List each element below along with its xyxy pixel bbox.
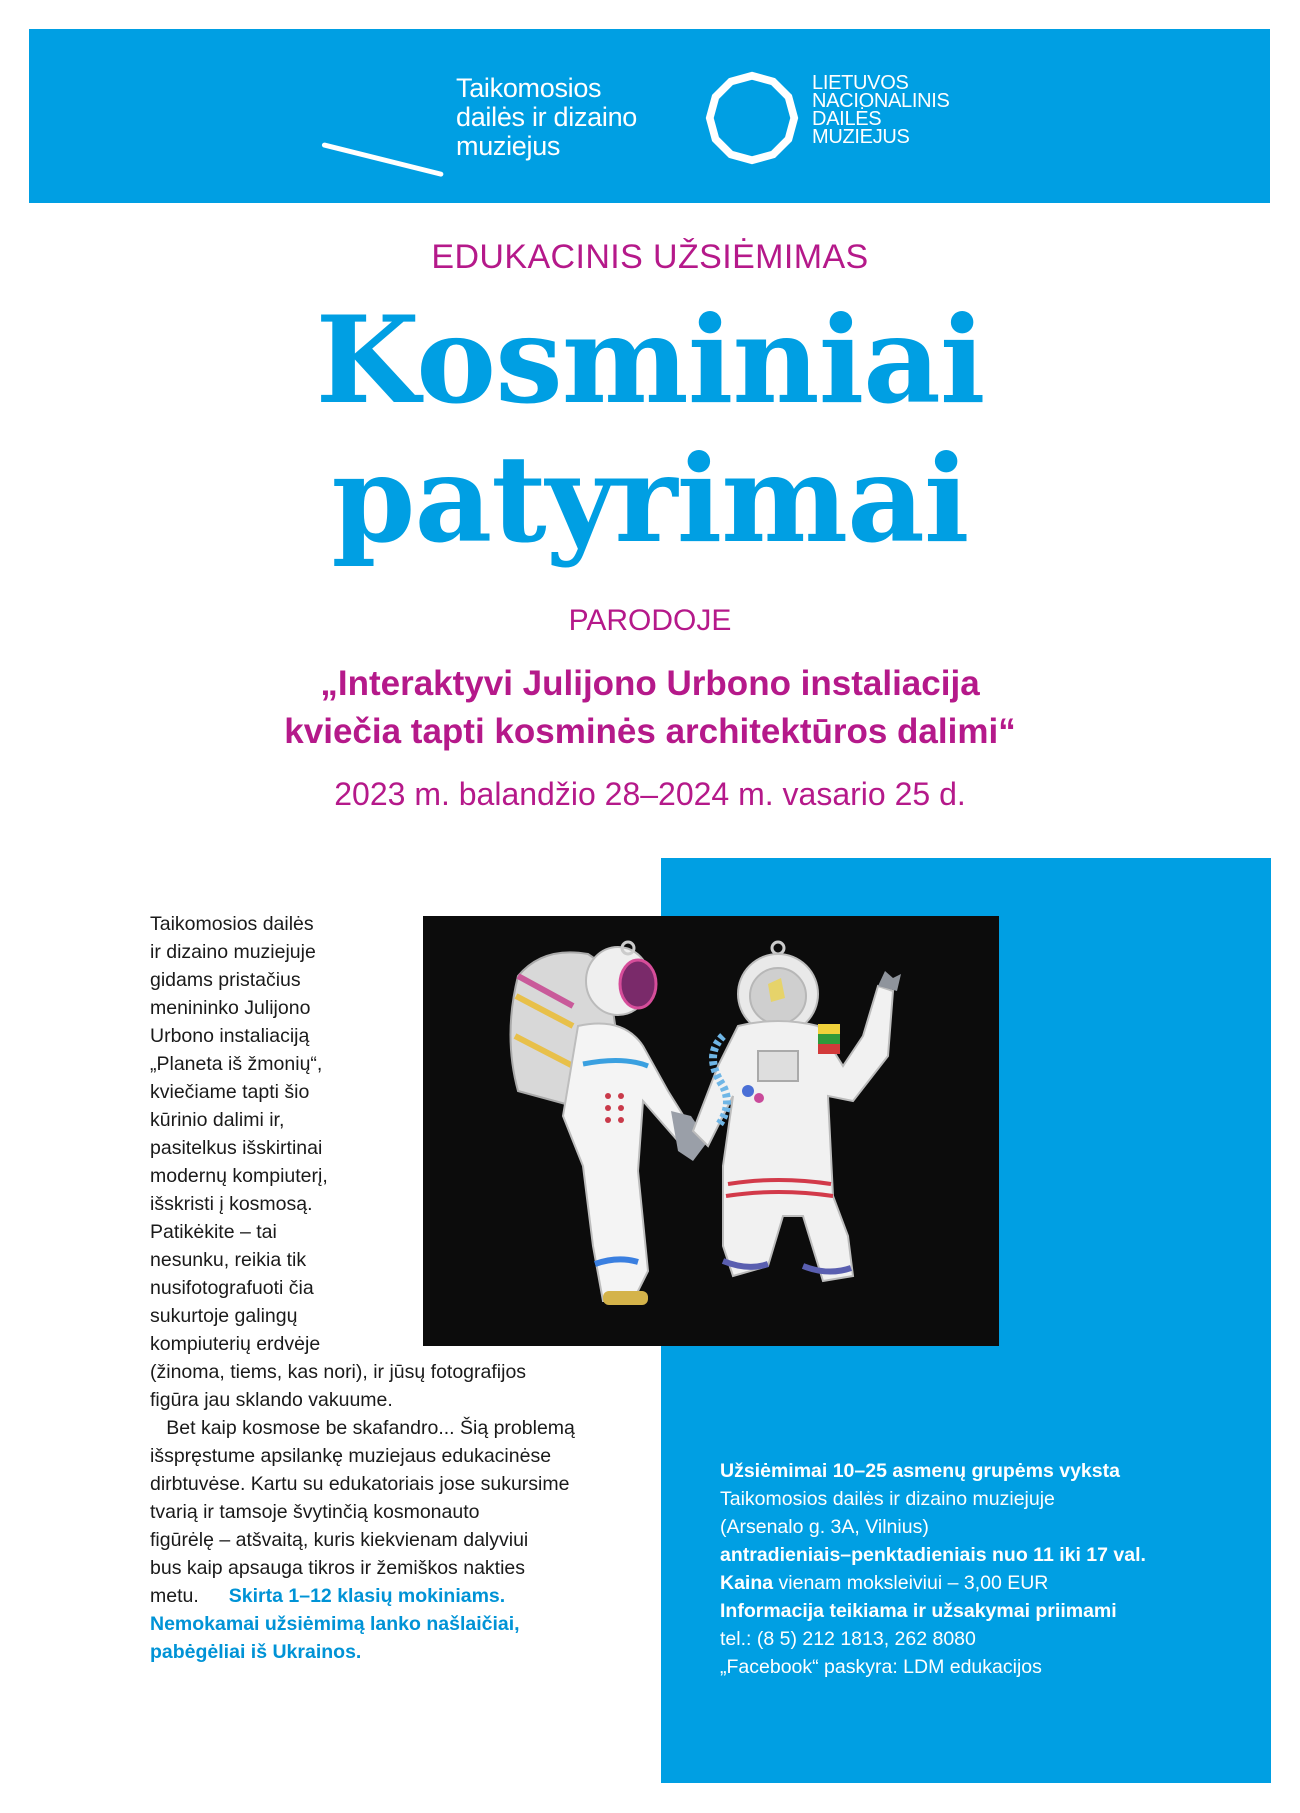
description-line: išskristi į kosmosą. (150, 1193, 313, 1215)
description-line: kviečiame tapti šio (150, 1081, 310, 1103)
description-line: Taikomosios dailės (150, 913, 314, 935)
description-line: pasitelkus išskirtinai (150, 1137, 323, 1159)
phone-numbers: tel.: (8 5) 212 1813, 262 8080 (720, 1628, 976, 1650)
header-band (29, 29, 1270, 203)
venue-name: Taikomosios dailės ir dizaino muziejuje (720, 1488, 1055, 1510)
description-line: figūrėlę – atšvaitą, kuris kiekvienam dalyviui (150, 1529, 529, 1551)
description-line: Bet kaip kosmose be skafandro... Šią problemą (150, 1417, 575, 1439)
tdm-logo-line: dailės ir dizaino (456, 102, 637, 132)
description-last-line (150, 1582, 620, 1610)
description-line: nesunku, reikia tik (150, 1249, 307, 1271)
practical-info (720, 1457, 1240, 1681)
tdm-logo-line: muziejus (456, 131, 561, 161)
description-line: Urbono instaliaciją (150, 1025, 310, 1047)
free-attendance-note: pabėgėliai iš Ukrainos. (150, 1641, 362, 1663)
ldm-logo-text (812, 74, 950, 146)
audience-highlight: Skirta 1–12 klasių mokiniams. (228, 1585, 506, 1607)
ldm-logo-line: DAILĖS (812, 108, 882, 130)
tdm-logo-text (456, 74, 637, 161)
description-line: išspręstume apsilankę muziejaus edukacinėse (150, 1445, 552, 1467)
facebook-account: „Facebook“ paskyra: LDM edukacijos (720, 1656, 1042, 1678)
free-attendance-note: Nemokamai užsiėmimą lanko našlaičiai, (150, 1613, 520, 1635)
description-line: modernų kompiuterį, (150, 1165, 328, 1187)
description-line: (žinoma, tiems, kas nori), ir jūsų fotografijos (150, 1361, 527, 1383)
description-line: ir dizaino muziejuje (150, 941, 316, 963)
description-line-end: metu. (150, 1585, 199, 1607)
exhibition-dates: 2023 m. balandžio 28–2024 m. vasario 25 d. (334, 776, 966, 812)
description-line: „Planeta iš žmonių“, (150, 1053, 323, 1075)
venue-address: (Arsenalo g. 3A, Vilnius) (720, 1516, 929, 1538)
description-line: tvarią ir tamsoje švytinčią kosmonauto (150, 1501, 480, 1523)
price-label: Kaina (720, 1572, 774, 1594)
price-value: vienam moksleiviui – 3,00 EUR (778, 1572, 1049, 1594)
description-line: kompiuterių erdvėje (150, 1333, 321, 1355)
description-line: Patikėkite – tai (150, 1221, 277, 1243)
event-kicker: EDUKACINIS UŽSIĖMIMAS (431, 238, 869, 276)
groups-info: Užsiėmimai 10–25 asmenų grupėms vyksta (720, 1460, 1120, 1482)
description-line: dirbtuvėse. Kartu su edukatoriais jose sukursime (150, 1473, 570, 1495)
schedule-info: antradieniais–penktadieniais nuo 11 iki 17 val. (720, 1544, 1146, 1566)
ldm-dodecagon-logo-icon (704, 70, 800, 166)
exhibition-title-line-2: kviečia tapti kosminės architektūros dalimi“ (284, 712, 1016, 751)
tdm-logo-line: Taikomosios (456, 73, 602, 103)
exhibition-title-line-1: „Interaktyvi Julijono Urbono instaliacija (320, 664, 980, 703)
description-text (150, 910, 620, 1666)
event-title-line-1: Kosminiai (315, 290, 985, 431)
location-label: PARODOJE (568, 604, 732, 637)
description-line: figūra jau sklando vakuume. (150, 1389, 393, 1411)
description-line: gidams pristačius (150, 969, 301, 991)
description-line: menininko Julijono (150, 997, 311, 1019)
description-line: bus kaip apsauga tikros ir žemiškos nakties (150, 1557, 526, 1579)
description-line: sukurtoje galingų (150, 1305, 298, 1327)
description-line: kūrinio dalimi ir, (150, 1109, 285, 1131)
event-title-line-2: patyrimai (331, 429, 969, 570)
description-line: nusifotografuoti čia (150, 1277, 314, 1299)
ldm-logo-line: LIETUVOS (812, 72, 909, 94)
ldm-logo-line: NACIONALINIS (812, 90, 950, 112)
ldm-logo-line: MUZIEJUS (812, 126, 910, 148)
orders-info: Informacija teikiama ir užsakymai priimami (720, 1600, 1117, 1622)
